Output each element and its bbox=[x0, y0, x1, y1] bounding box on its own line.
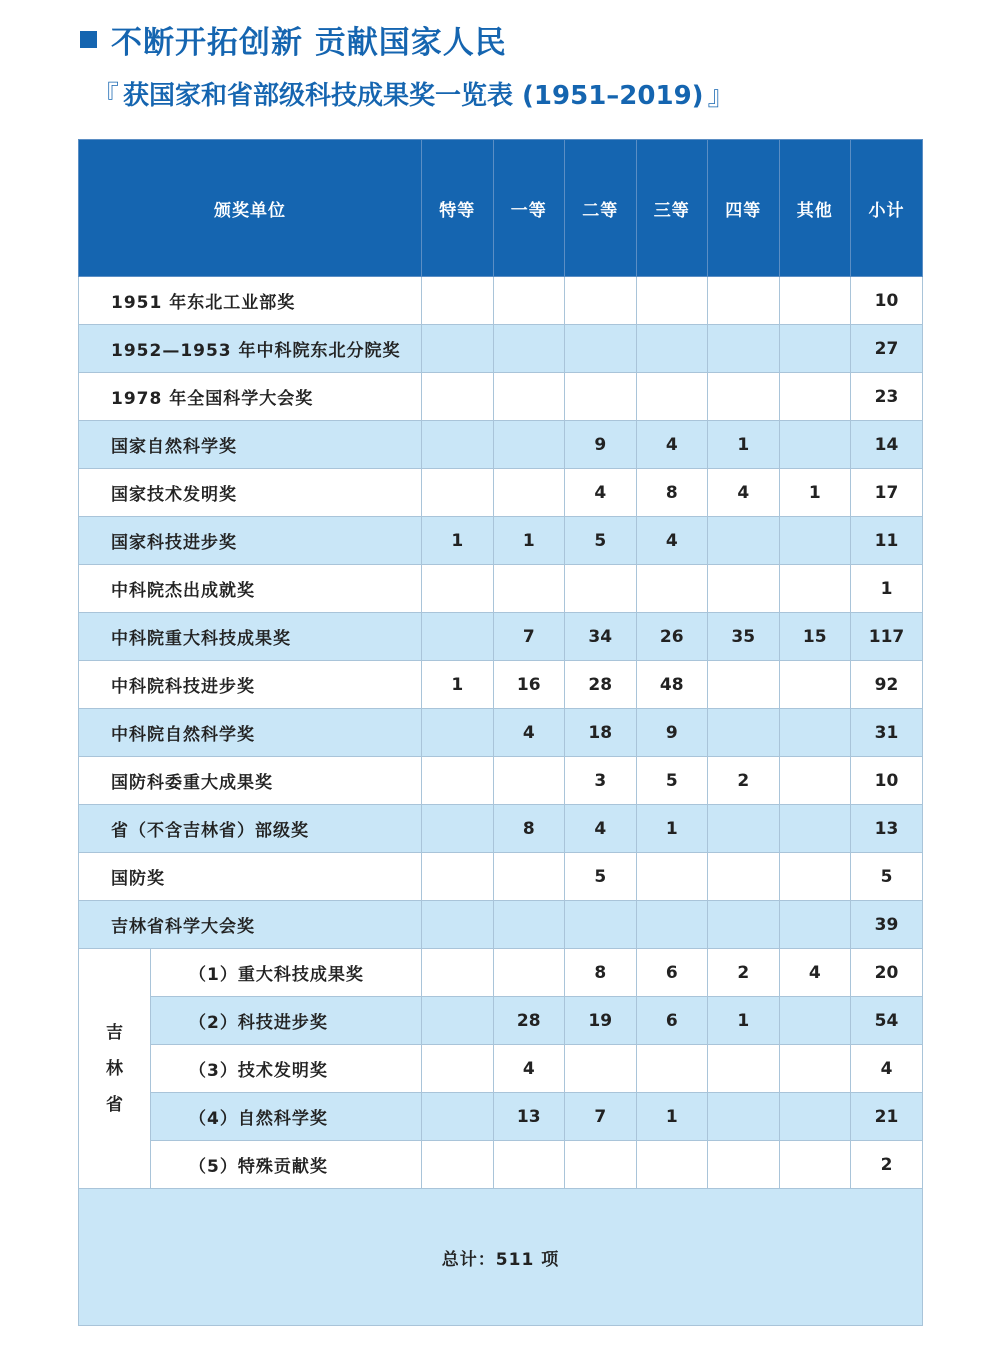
value-cell: 4 bbox=[851, 1045, 923, 1093]
award-name-cell: 1952—1953 年中科院东北分院奖 bbox=[79, 325, 422, 373]
header-cell: 其他 bbox=[779, 140, 851, 277]
sub-award-name-cell: （5）特殊贡献奖 bbox=[151, 1141, 422, 1189]
value-cell: 6 bbox=[636, 949, 708, 997]
value-cell: 1 bbox=[636, 1093, 708, 1141]
value-cell: 3 bbox=[565, 757, 637, 805]
value-cell: 2 bbox=[851, 1141, 923, 1189]
table-row bbox=[79, 277, 923, 325]
total-row bbox=[79, 1189, 923, 1326]
value-cell: 7 bbox=[493, 613, 565, 661]
caption-close-bracket: 』 bbox=[707, 81, 735, 112]
value-cell bbox=[636, 565, 708, 613]
value-cell: 7 bbox=[565, 1093, 637, 1141]
value-cell: 92 bbox=[851, 661, 923, 709]
header-cell: 小计 bbox=[851, 140, 923, 277]
value-cell: 20 bbox=[851, 949, 923, 997]
value-cell: 1 bbox=[422, 661, 494, 709]
value-cell: 9 bbox=[565, 421, 637, 469]
table-caption bbox=[92, 74, 735, 113]
value-cell: 19 bbox=[565, 997, 637, 1045]
value-cell bbox=[636, 373, 708, 421]
value-cell: 35 bbox=[708, 613, 780, 661]
header-cell: 一等 bbox=[493, 140, 565, 277]
value-cell bbox=[636, 853, 708, 901]
value-cell bbox=[708, 901, 780, 949]
value-cell bbox=[779, 325, 851, 373]
table-row bbox=[79, 469, 923, 517]
value-cell: 1 bbox=[636, 805, 708, 853]
table-header-row bbox=[79, 140, 923, 277]
value-cell bbox=[779, 805, 851, 853]
value-cell: 4 bbox=[708, 469, 780, 517]
value-cell: 39 bbox=[851, 901, 923, 949]
value-cell bbox=[779, 517, 851, 565]
value-cell bbox=[636, 277, 708, 325]
value-cell: 4 bbox=[636, 421, 708, 469]
value-cell bbox=[708, 709, 780, 757]
table-row bbox=[79, 1093, 923, 1141]
value-cell bbox=[779, 1141, 851, 1189]
value-cell: 10 bbox=[851, 757, 923, 805]
value-cell bbox=[422, 901, 494, 949]
table-row bbox=[79, 805, 923, 853]
value-cell bbox=[636, 325, 708, 373]
value-cell: 5 bbox=[636, 757, 708, 805]
value-cell: 4 bbox=[636, 517, 708, 565]
value-cell bbox=[422, 853, 494, 901]
value-cell bbox=[779, 565, 851, 613]
value-cell: 26 bbox=[636, 613, 708, 661]
value-cell bbox=[779, 709, 851, 757]
value-cell bbox=[779, 421, 851, 469]
value-cell bbox=[779, 661, 851, 709]
table-row bbox=[79, 709, 923, 757]
value-cell bbox=[565, 373, 637, 421]
value-cell: 10 bbox=[851, 277, 923, 325]
value-cell bbox=[565, 1045, 637, 1093]
value-cell bbox=[708, 1045, 780, 1093]
table-row bbox=[79, 1141, 923, 1189]
value-cell bbox=[636, 901, 708, 949]
value-cell bbox=[708, 853, 780, 901]
value-cell bbox=[708, 277, 780, 325]
table-row bbox=[79, 997, 923, 1045]
value-cell: 6 bbox=[636, 997, 708, 1045]
page-heading bbox=[80, 14, 507, 64]
value-cell: 8 bbox=[565, 949, 637, 997]
value-cell: 5 bbox=[851, 853, 923, 901]
value-cell: 1 bbox=[708, 421, 780, 469]
value-cell: 16 bbox=[493, 661, 565, 709]
award-name-cell: 1978 年全国科学大会奖 bbox=[79, 373, 422, 421]
award-name-cell: 国防科委重大成果奖 bbox=[79, 757, 422, 805]
value-cell: 28 bbox=[565, 661, 637, 709]
value-cell bbox=[565, 901, 637, 949]
table-row bbox=[79, 1045, 923, 1093]
group-label-cell bbox=[79, 949, 151, 1189]
caption-open-bracket: 『 bbox=[92, 81, 119, 112]
table-row bbox=[79, 901, 923, 949]
table-row bbox=[79, 517, 923, 565]
value-cell: 14 bbox=[851, 421, 923, 469]
value-cell bbox=[493, 1141, 565, 1189]
award-name-cell: 中科院杰出成就奖 bbox=[79, 565, 422, 613]
table-row bbox=[79, 421, 923, 469]
value-cell: 21 bbox=[851, 1093, 923, 1141]
value-cell: 1 bbox=[422, 517, 494, 565]
value-cell bbox=[779, 997, 851, 1045]
value-cell: 18 bbox=[565, 709, 637, 757]
value-cell bbox=[565, 565, 637, 613]
value-cell: 4 bbox=[493, 709, 565, 757]
value-cell bbox=[422, 805, 494, 853]
award-name-cell: 省（不含吉林省）部级奖 bbox=[79, 805, 422, 853]
group-label-char: 吉 bbox=[106, 1022, 123, 1043]
value-cell bbox=[708, 1141, 780, 1189]
header-cell: 四等 bbox=[708, 140, 780, 277]
value-cell bbox=[422, 565, 494, 613]
value-cell bbox=[636, 1141, 708, 1189]
awards-table bbox=[78, 139, 923, 1326]
total-cell: 总计：511 项 bbox=[79, 1189, 923, 1326]
heading-title: 不断开拓创新 贡献国家人民 bbox=[111, 24, 507, 61]
value-cell: 1 bbox=[851, 565, 923, 613]
award-name-cell: 中科院自然科学奖 bbox=[79, 709, 422, 757]
value-cell: 54 bbox=[851, 997, 923, 1045]
sub-award-name-cell: （3）技术发明奖 bbox=[151, 1045, 422, 1093]
value-cell bbox=[636, 1045, 708, 1093]
value-cell bbox=[422, 949, 494, 997]
value-cell: 8 bbox=[493, 805, 565, 853]
value-cell: 5 bbox=[565, 853, 637, 901]
value-cell bbox=[565, 1141, 637, 1189]
value-cell: 23 bbox=[851, 373, 923, 421]
value-cell bbox=[493, 373, 565, 421]
table-row bbox=[79, 325, 923, 373]
value-cell bbox=[422, 1093, 494, 1141]
table-row bbox=[79, 949, 923, 997]
table-row bbox=[79, 613, 923, 661]
value-cell: 17 bbox=[851, 469, 923, 517]
group-label-char: 林 bbox=[106, 1058, 123, 1079]
value-cell bbox=[493, 469, 565, 517]
value-cell bbox=[422, 757, 494, 805]
value-cell: 27 bbox=[851, 325, 923, 373]
value-cell bbox=[708, 373, 780, 421]
value-cell: 28 bbox=[493, 997, 565, 1045]
value-cell: 4 bbox=[565, 805, 637, 853]
group-label bbox=[106, 1015, 123, 1123]
header-cell: 颁奖单位 bbox=[79, 140, 422, 277]
award-name-cell: 国防奖 bbox=[79, 853, 422, 901]
table-row bbox=[79, 373, 923, 421]
table-row bbox=[79, 661, 923, 709]
value-cell bbox=[493, 853, 565, 901]
value-cell: 15 bbox=[779, 613, 851, 661]
value-cell: 2 bbox=[708, 949, 780, 997]
value-cell bbox=[565, 277, 637, 325]
value-cell bbox=[779, 1045, 851, 1093]
sub-award-name-cell: （2）科技进步奖 bbox=[151, 997, 422, 1045]
value-cell: 34 bbox=[565, 613, 637, 661]
value-cell bbox=[779, 853, 851, 901]
table-body bbox=[79, 277, 923, 1326]
value-cell bbox=[493, 565, 565, 613]
value-cell bbox=[779, 1093, 851, 1141]
value-cell: 4 bbox=[565, 469, 637, 517]
value-cell: 117 bbox=[851, 613, 923, 661]
value-cell bbox=[708, 565, 780, 613]
value-cell: 13 bbox=[851, 805, 923, 853]
value-cell: 4 bbox=[493, 1045, 565, 1093]
value-cell bbox=[493, 901, 565, 949]
value-cell bbox=[422, 373, 494, 421]
award-name-cell: 吉林省科学大会奖 bbox=[79, 901, 422, 949]
table-row bbox=[79, 757, 923, 805]
value-cell bbox=[493, 757, 565, 805]
group-label-char: 省 bbox=[106, 1094, 123, 1115]
value-cell bbox=[708, 517, 780, 565]
value-cell: 8 bbox=[636, 469, 708, 517]
value-cell bbox=[493, 325, 565, 373]
value-cell: 2 bbox=[708, 757, 780, 805]
value-cell bbox=[422, 325, 494, 373]
value-cell: 48 bbox=[636, 661, 708, 709]
value-cell bbox=[708, 325, 780, 373]
header-cell: 二等 bbox=[565, 140, 637, 277]
value-cell bbox=[422, 277, 494, 325]
value-cell: 5 bbox=[565, 517, 637, 565]
value-cell bbox=[565, 325, 637, 373]
value-cell bbox=[422, 1141, 494, 1189]
award-name-cell: 中科院重大科技成果奖 bbox=[79, 613, 422, 661]
value-cell: 9 bbox=[636, 709, 708, 757]
award-name-cell: 国家科技进步奖 bbox=[79, 517, 422, 565]
sub-award-name-cell: （1）重大科技成果奖 bbox=[151, 949, 422, 997]
sub-award-name-cell: （4）自然科学奖 bbox=[151, 1093, 422, 1141]
value-cell: 1 bbox=[779, 469, 851, 517]
award-name-cell: 国家技术发明奖 bbox=[79, 469, 422, 517]
award-name-cell: 国家自然科学奖 bbox=[79, 421, 422, 469]
value-cell bbox=[422, 613, 494, 661]
caption-text: 获国家和省部级科技成果奖一览表 (1951–2019) bbox=[123, 81, 704, 111]
value-cell bbox=[493, 421, 565, 469]
table-row bbox=[79, 565, 923, 613]
header-cell: 三等 bbox=[636, 140, 708, 277]
value-cell bbox=[779, 373, 851, 421]
value-cell bbox=[422, 421, 494, 469]
value-cell: 1 bbox=[708, 997, 780, 1045]
value-cell bbox=[493, 949, 565, 997]
value-cell bbox=[779, 757, 851, 805]
table-row bbox=[79, 853, 923, 901]
value-cell bbox=[493, 277, 565, 325]
value-cell: 31 bbox=[851, 709, 923, 757]
value-cell: 4 bbox=[779, 949, 851, 997]
value-cell bbox=[422, 469, 494, 517]
value-cell bbox=[422, 1045, 494, 1093]
value-cell bbox=[708, 805, 780, 853]
heading-square-icon bbox=[80, 31, 97, 48]
value-cell bbox=[708, 661, 780, 709]
award-name-cell: 1951 年东北工业部奖 bbox=[79, 277, 422, 325]
value-cell bbox=[422, 709, 494, 757]
header-cell: 特等 bbox=[422, 140, 494, 277]
value-cell bbox=[779, 901, 851, 949]
value-cell bbox=[708, 1093, 780, 1141]
value-cell bbox=[422, 997, 494, 1045]
value-cell: 1 bbox=[493, 517, 565, 565]
value-cell: 11 bbox=[851, 517, 923, 565]
value-cell: 13 bbox=[493, 1093, 565, 1141]
value-cell bbox=[779, 277, 851, 325]
award-name-cell: 中科院科技进步奖 bbox=[79, 661, 422, 709]
